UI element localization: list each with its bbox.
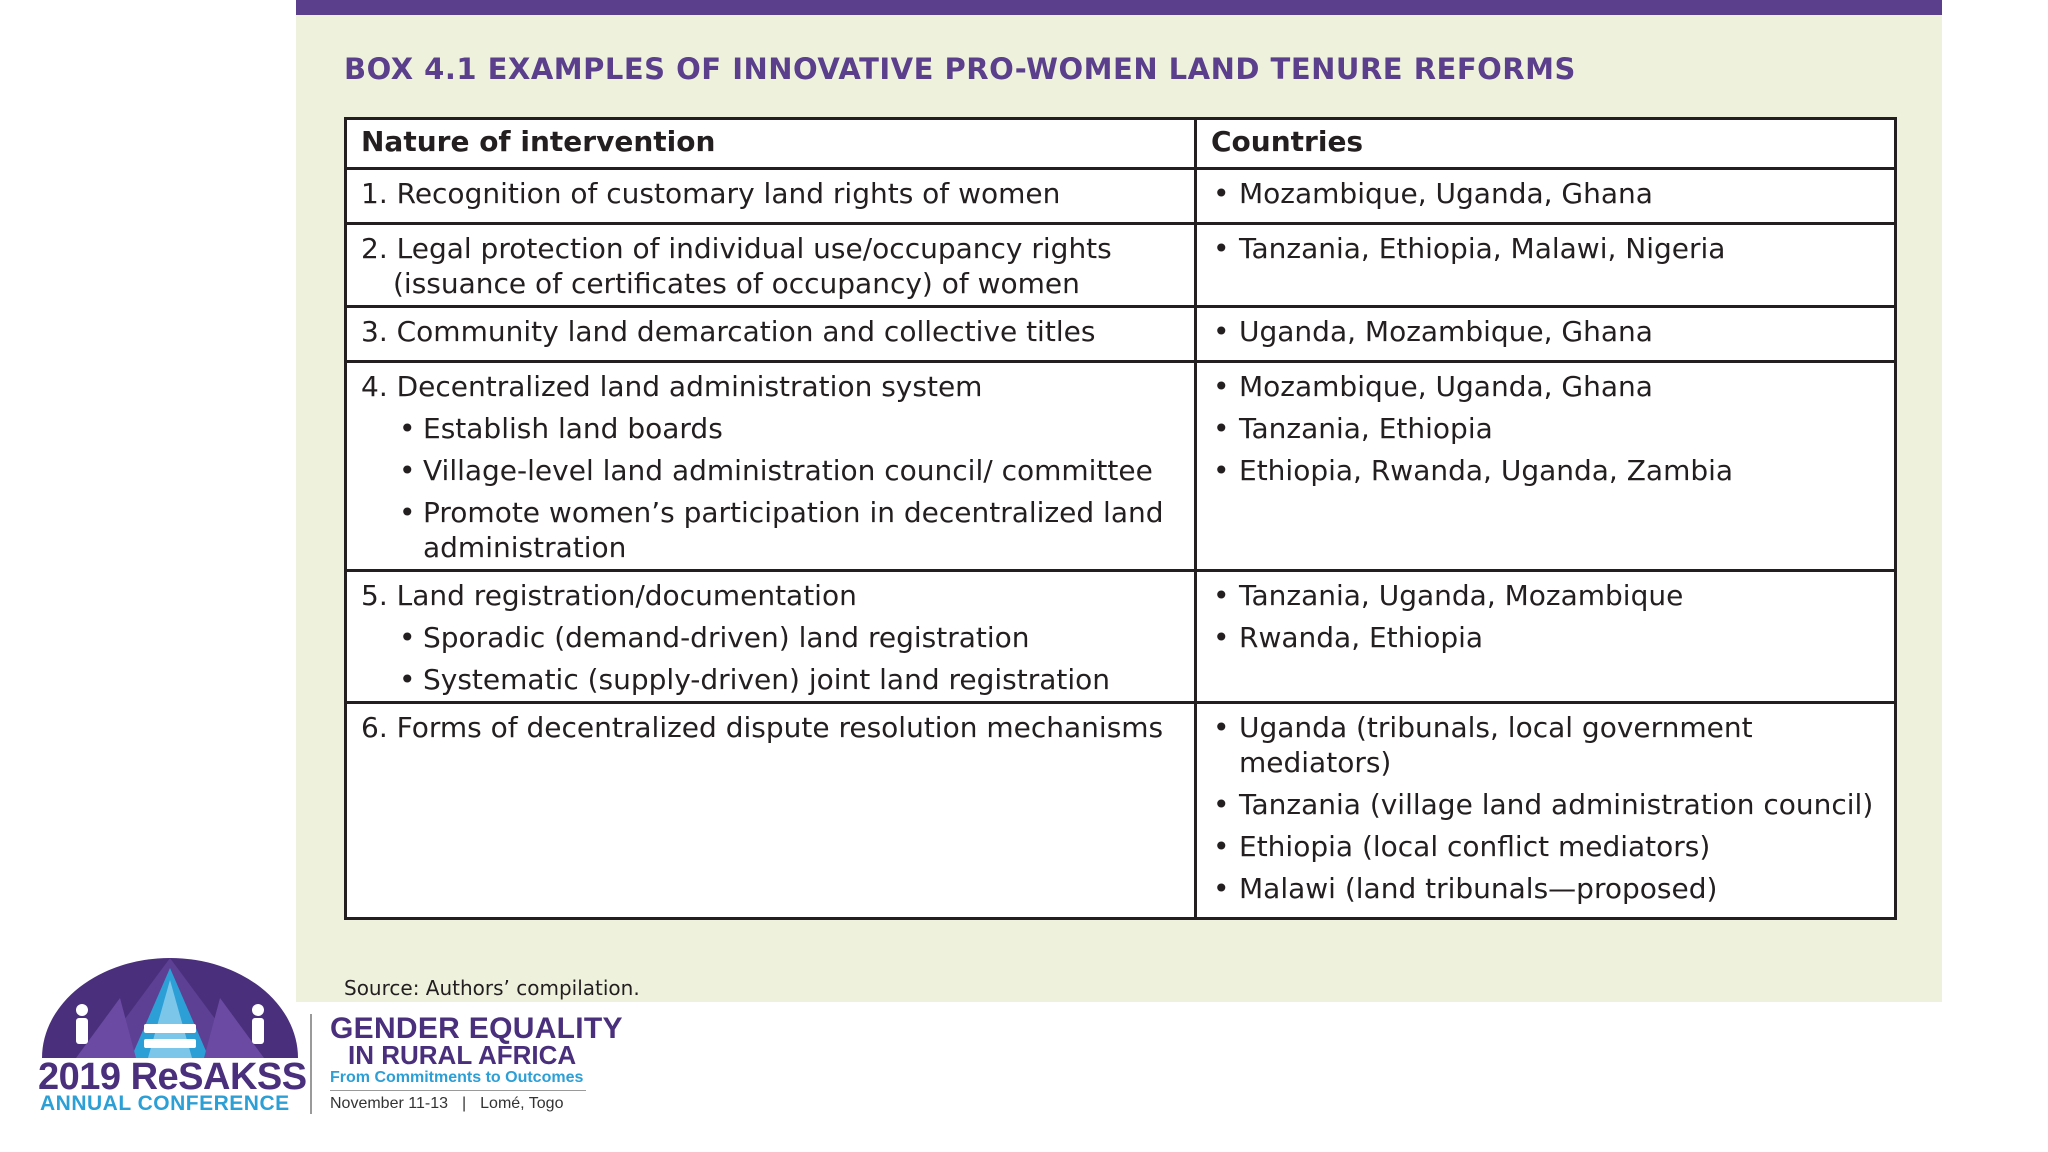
intervention-text: 6. Forms of decentralized dispute resolution mechanisms (361, 711, 1164, 744)
country-item: • Ethiopia (local conflict mediators) (1211, 829, 1880, 864)
intervention-cell (346, 362, 1196, 571)
table-row (346, 703, 1896, 919)
sub-intervention-item: • Systematic (supply-driven) joint land registration (361, 662, 1180, 697)
intervention-text: 5. Land registration/documentation (361, 579, 857, 612)
country-item: • Tanzania, Ethiopia, Malawi, Nigeria (1211, 231, 1880, 266)
country-item: • Tanzania (village land administration council) (1211, 787, 1880, 822)
table-row (346, 362, 1896, 571)
box-title: BOX 4.1 EXAMPLES OF INNOVATIVE PRO-WOMEN LAND TENURE REFORMS (344, 52, 1576, 86)
countries-cell (1196, 307, 1896, 362)
logo-divider (310, 1014, 312, 1114)
intervention-text: 2. Legal protection of individual use/occupancy rights (issuance of certificates of occupancy) of women (361, 232, 1112, 300)
intervention-cell (346, 169, 1196, 224)
sub-intervention-item: • Establish land boards (361, 411, 1180, 446)
intervention-text: 3. Community land demarcation and collective titles (361, 315, 1096, 348)
conference-dates: November 11-13 (330, 1095, 448, 1112)
intervention-text: 4. Decentralized land administration system (361, 370, 983, 403)
table-row (346, 571, 1896, 703)
theme-rule (330, 1090, 586, 1091)
header-nature-of-intervention: Nature of intervention (346, 119, 1196, 169)
intervention-cell (346, 703, 1196, 919)
header-countries: Countries (1196, 119, 1896, 169)
country-item: • Uganda (tribunals, local government mediators) (1211, 710, 1880, 780)
country-item: • Rwanda, Ethiopia (1211, 620, 1880, 655)
country-item: • Mozambique, Uganda, Ghana (1211, 369, 1880, 404)
country-item: • Tanzania, Uganda, Mozambique (1211, 578, 1880, 613)
sub-intervention-item: • Promote women’s participation in decentralized land administration (361, 495, 1180, 565)
table-header-row (346, 119, 1896, 169)
sub-intervention-item: • Village-level land administration council/ committee (361, 453, 1180, 488)
box-top-bar (296, 0, 1942, 15)
table-row (346, 307, 1896, 362)
person-right-icon (252, 1004, 264, 1016)
country-item: • Ethiopia, Rwanda, Uganda, Zambia (1211, 453, 1880, 488)
countries-cell (1196, 703, 1896, 919)
countries-cell (1196, 169, 1896, 224)
conference-location: Lomé, Togo (480, 1095, 564, 1112)
separator: | (461, 1095, 467, 1112)
intervention-cell (346, 307, 1196, 362)
country-item: • Malawi (land tribunals—proposed) (1211, 871, 1880, 906)
intervention-cell (346, 571, 1196, 703)
box-panel (296, 0, 1942, 1002)
conference-dates-location (330, 1095, 563, 1113)
conference-year-name: 2019 ReSAKSS (38, 1056, 307, 1098)
sub-intervention-item: • Sporadic (demand-driven) land registration (361, 620, 1180, 655)
theme-line-2: IN RURAL AFRICA (348, 1040, 577, 1070)
countries-cell (1196, 224, 1896, 307)
table-row (346, 224, 1896, 307)
country-item: • Tanzania, Ethiopia (1211, 411, 1880, 446)
theme-line-1: GENDER EQUALITY (330, 1012, 623, 1045)
theme-subtitle: From Commitments to Outcomes (330, 1069, 584, 1086)
table-row (346, 169, 1896, 224)
intervention-text: 1. Recognition of customary land rights of women (361, 177, 1061, 210)
conference-annual: ANNUAL CONFERENCE (40, 1092, 290, 1115)
countries-cell (1196, 571, 1896, 703)
country-item: • Uganda, Mozambique, Ghana (1211, 314, 1880, 349)
source-note: Source: Authors’ compilation. (344, 976, 640, 1000)
intervention-cell (346, 224, 1196, 307)
equals-icon (144, 1024, 196, 1033)
person-left-icon (76, 1004, 88, 1016)
conference-logo (36, 958, 623, 1118)
countries-cell (1196, 362, 1896, 571)
interventions-table (344, 117, 1897, 920)
country-item: • Mozambique, Uganda, Ghana (1211, 176, 1880, 211)
logo-dome-icon (36, 958, 306, 1068)
